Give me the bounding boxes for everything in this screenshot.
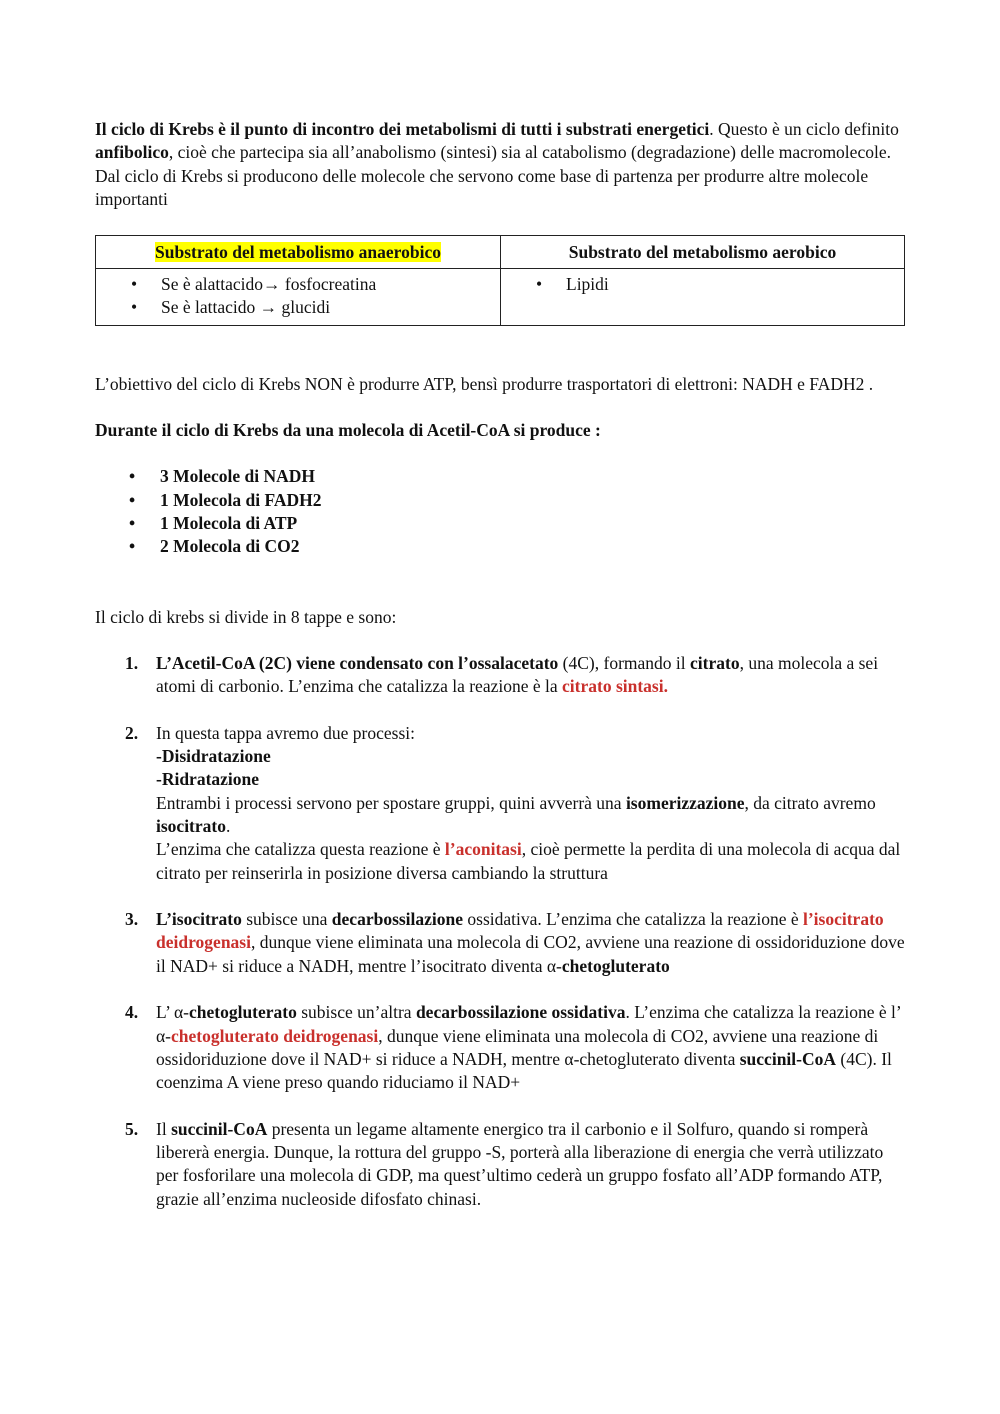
step-4 [95,1001,905,1094]
step-bold: isomerizzazione [625,792,745,813]
step-text: . L’enzima che catalizza la reazione è l’ α- [156,1002,901,1046]
step-3 [95,908,905,978]
step-text: presenta un legame altamente energico tra il carbonio e il Solfuro, quando si romperà libererà energia. Dunque, la rottura del gruppo -S, porterà alla liberazione di energia che verrà utilizzato per fosforilare una molecola di GDP, ma quest’ultimo cederà un gruppo fosfato all’ADP formando ATP, grazie all’enzima nucleoside difosfato chinasi. [156,1118,884,1209]
step-paragraph [156,792,905,839]
step-text: L’ α- [156,1002,189,1023]
document-page [95,118,905,1234]
aerobic-cell [501,269,905,326]
anfibolico-term: anfibolico [95,142,169,163]
step-bold: succinil-CoA [171,1118,268,1139]
step-paragraph [156,838,905,885]
step-number: 4. [125,1002,139,1023]
step-bold: L’Acetil-CoA (2C) viene condensato con l’ossalacetato [156,652,559,673]
step-number: 3. [125,909,139,930]
substrate-table [95,235,905,326]
intro-paragraph-2: Dal ciclo di Krebs si producono delle molecole che servono come base di partenza per produrre altre molecole importanti [95,165,869,209]
list-item: • 1 Molecola di ATP [95,512,905,535]
list-item: • Lipidi [501,273,904,296]
step-5 [95,1118,905,1211]
step-text: , una molecola a sei atomi di carbonio. L’enzima che catalizza la reazione è la [156,652,879,697]
step-number: 2. [125,722,139,743]
step-text: subisce un’altra [296,1002,416,1023]
step-text: Il [156,1118,172,1139]
objective-paragraph: L’obiettivo del ciclo di Krebs NON è produrre ATP, bensì produrre trasportatori di elettroni: NADH e FADH2 . [95,373,874,394]
intro-text-end: , cioè che partecipa sia all’anabolismo (sintesi) sia al catabolismo (degradazione) delle macromolecole. [168,142,891,163]
list-item: • Se è alattacido→ fosfocreatina [96,273,500,296]
enzyme-name: chetogluterato deidrogenasi [171,1025,379,1046]
list-item: • Se è lattacido → glucidi [96,296,500,319]
anaerobic-cell [96,269,501,326]
header-anaerobic [96,236,501,269]
enzyme-name: l’aconitasi [444,839,522,860]
step-bold: citrato [690,652,740,673]
step-text: In questa tappa avremo due processi: [156,722,416,743]
step-text: Entrambi i processi servono per spostare gruppi, quini avverrà una [156,792,626,813]
step-text: , cioè permette la perdita di una molecola di acqua dal citrato per reinserirla in posizione diversa cambiando la struttura [156,839,901,883]
step-text: subisce una [241,909,332,930]
list-item: • 2 Molecola di CO2 [95,535,905,558]
products-title [95,419,905,442]
step-text: (4C). Il coenzima A viene preso quando riduciamo il NAD+ [156,1048,892,1093]
step-number: 5. [125,1118,139,1139]
list-item: • 3 Molecole di NADH [95,465,905,488]
products-list [95,465,905,558]
intro-bold: Il ciclo di Krebs è il punto di incontro dei metabolismi di tutti i substrati energetici [95,119,710,139]
step-text: , da citrato avremo [744,792,876,813]
intro-paragraph [95,118,905,165]
header-anaerobic-label: Substrato del metabolismo anaerobico [155,241,441,262]
step-text: L’enzima che catalizza questa reazione è [156,839,445,860]
step-2 [95,722,905,885]
step-text: . [225,815,231,836]
step-bold: decarbossilazione ossidativa [415,1002,626,1023]
step-bold: decarbossilazione [331,909,464,930]
enzyme-name: l’isocitrato deidrogenasi [156,909,884,953]
products-title-text: Durante il ciclo di Krebs da una molecola di Acetil-CoA si produce : [95,420,601,441]
step-number: 1. [125,652,139,673]
enzyme-name: citrato sintasi. [562,676,668,697]
step-bold: chetogluterato [561,955,670,976]
step-text: ossidativa. L’enzima che catalizza la reazione è [463,909,803,930]
intro-text: . Questo è un ciclo definito [709,119,899,139]
process-name: -Ridratazione [156,769,260,790]
list-item: • 1 Molecola di FADH2 [95,489,905,512]
process-name: -Disidratazione [156,746,271,767]
steps-list [95,652,905,1211]
step-text: , dunque viene eliminata una molecola di CO2, avviene una reazione di ossidoriduzione dove il NAD+ si riduce a NADH, mentre l’isocitrato diventa α- [156,932,905,976]
step-bold: L’isocitrato [156,909,242,930]
step-bold: chetogluterato [188,1002,297,1023]
step-text: (4C), formando il [558,652,691,673]
step-bold: succinil-CoA [739,1048,836,1069]
step-bold: isocitrato [156,815,226,836]
step-text: , dunque viene eliminata una molecola di CO2, avviene una reazione di ossidoriduzione dove il NAD+ si riduce a NADH, mentre α-chetogluterato diventa [156,1025,879,1069]
step-1 [95,652,905,699]
steps-intro: Il ciclo di krebs si divide in 8 tappe e sono: [95,606,397,627]
header-aerobic: Substrato del metabolismo aerobico [501,236,905,269]
